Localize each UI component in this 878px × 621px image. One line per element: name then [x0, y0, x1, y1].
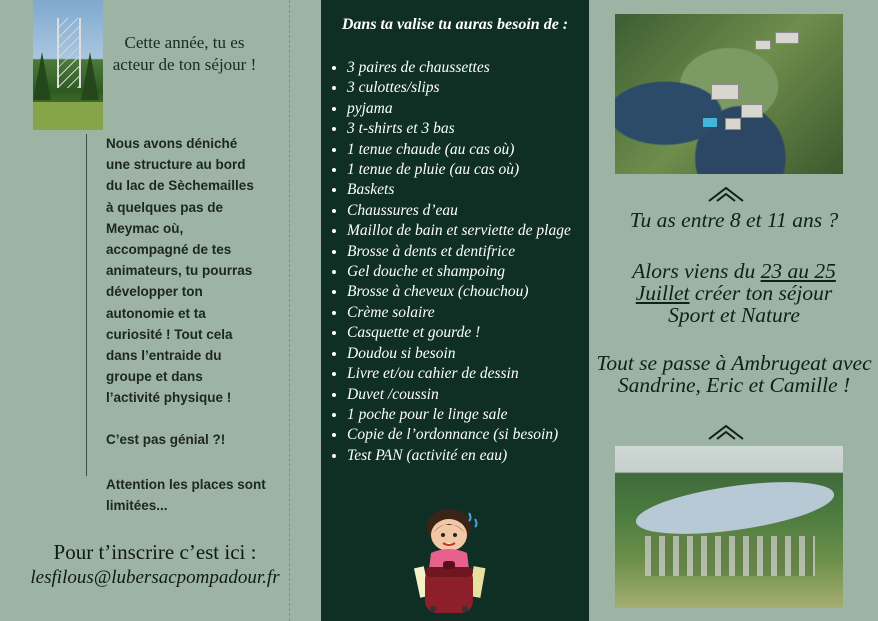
list-item: • Brosse à cheveux (chouchou) [347, 282, 607, 302]
registration-heading: Pour t’inscrire c’est ici : [53, 540, 257, 564]
list-item: • pyjama [347, 99, 607, 119]
lake-village-aerial-photo [615, 446, 843, 608]
observation-tower-photo [33, 0, 103, 130]
list-item: • Maillot de bain et serviette de plage [347, 221, 607, 241]
dates-text: Alors viens du 23 au 25 Juillet créer ton séjour Sport et Nature [632, 259, 836, 327]
list-item: • 3 culottes/slips [347, 78, 607, 98]
list-item: • Casquette et gourde ! [347, 323, 607, 343]
list-item: • 1 tenue de pluie (au cas où) [347, 160, 607, 180]
list-item: • Duvet /coussin [347, 385, 607, 405]
description-text: Nous avons déniché une structure au bord du lac de Sèchemailles à quelques pas de Meymac où, accompagné de tes animateurs, tu pourras développer ton autonomie et ta curiosité ! Tout cela dans l’entraide du groupe et dans l’activité physique ! [106, 136, 254, 406]
limited-places-text: Attention les places sont limitées... [106, 477, 266, 513]
list-item: • Brosse à dents et dentifrice [347, 242, 607, 262]
packing-list-panel [321, 0, 589, 621]
lake-resort-aerial-photo [615, 14, 843, 174]
list-item: • Livre et/ou cahier de dessin [347, 364, 607, 384]
list-item: • 1 tenue chaude (au cas où) [347, 140, 607, 160]
mountain-icon [708, 186, 744, 202]
fold-line [289, 0, 291, 621]
mountain-icon [708, 424, 744, 440]
intro-text: Cette année, tu es acteur de ton séjour ! [112, 33, 257, 74]
packing-list [329, 58, 607, 466]
list-item: • 3 paires de chaussettes [347, 58, 607, 78]
list-item: • Chaussures d’eau [347, 201, 607, 221]
list-item: • Crème solaire [347, 303, 607, 323]
left-panel [0, 0, 288, 621]
list-item: • Baskets [347, 180, 607, 200]
genial-text: C’est pas génial ?! [106, 432, 226, 447]
age-range-text: Tu as entre 8 et 11 ans ? [629, 208, 839, 232]
list-item: • Doudou si besoin [347, 344, 607, 364]
contact-email[interactable]: lesfilous@lubersacpompadour.fr [30, 567, 280, 588]
list-item: • Copie de l’ordonnance (si besoin) [347, 425, 607, 445]
packing-list-title: Dans ta valise tu auras besoin de : [341, 16, 569, 33]
list-item: • Gel douche et shampoing [347, 262, 607, 282]
list-item: • 1 poche pour le linge sale [347, 405, 607, 425]
list-item: • 3 t-shirts et 3 bas [347, 119, 607, 139]
vertical-divider [86, 134, 87, 476]
list-item: • Test PAN (activité en eau) [347, 446, 607, 466]
location-staff-text: Tout se passe à Ambrugeat avec Sandrine, Eric et Camille ! [596, 351, 872, 397]
kid-with-suitcase-illustration [409, 505, 489, 617]
